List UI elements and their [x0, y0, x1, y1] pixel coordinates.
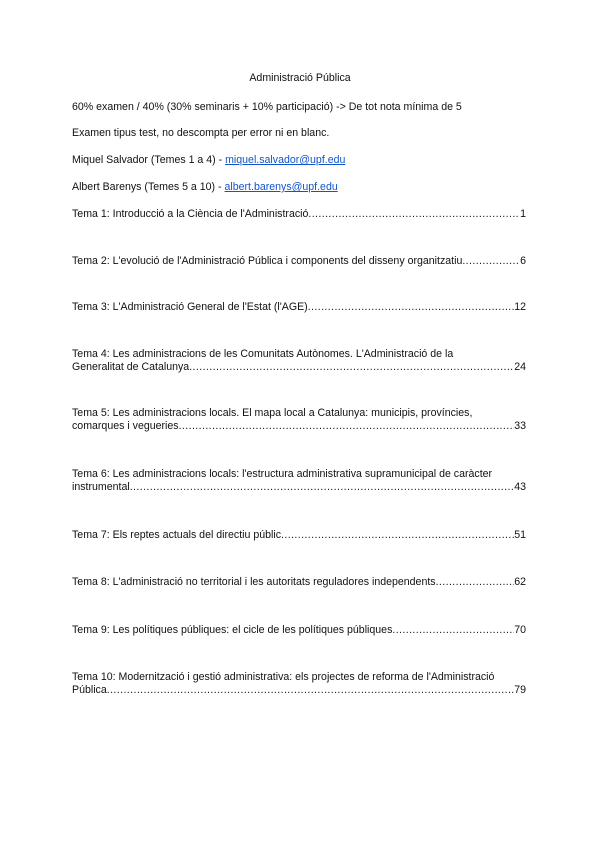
document-title: Administració Pública [249, 72, 351, 84]
toc-leader-dots [392, 624, 514, 637]
toc-entry-title-cont: comarques i vegueries [72, 419, 179, 432]
toc-entry-title: Tema 4: Les administracions de les Comunitats Autònomes. L'Administració de la [72, 348, 454, 360]
toc-leader-dots [436, 576, 515, 589]
toc-page-number: 24 [514, 360, 526, 373]
toc-page-number: 1 [520, 208, 526, 220]
toc-entry-title: Tema 8: L'administració no territorial i les autoritats reguladores independents [72, 576, 436, 588]
toc-page-number: 6 [520, 255, 526, 267]
toc-entry-title: Tema 5: Les administracions locals. El mapa local a Catalunya: municipis, províncies, [72, 407, 473, 419]
toc-leader-dots [308, 208, 520, 221]
toc-entry-title: Tema 3: L'Administració General de l'Estat (l'AGE) [72, 301, 308, 313]
toc-page-number: 43 [514, 480, 526, 493]
professor-email-link[interactable]: miquel.salvador@upf.edu [225, 154, 346, 166]
toc-entry-title-cont: Pública [72, 683, 107, 696]
professor-label: Albert Barenys (Temes 5 a 10) - [72, 181, 225, 193]
toc-page-number: 51 [514, 529, 526, 541]
toc-leader-dots [130, 481, 515, 494]
toc-page-number: 79 [514, 683, 526, 696]
toc-entry-title: Tema 1: Introducció a la Ciència de l'Administració [72, 208, 309, 220]
toc-entry-title: Tema 6: Les administracions locals: l'estructura administrativa supramunicipal de caràcter [72, 468, 493, 480]
toc-entry-title: Tema 9: Les polítiques públiques: el cicle de les polítiques públiques [72, 624, 393, 636]
toc-page-number: 62 [514, 576, 526, 588]
toc-entry[interactable] [72, 255, 526, 268]
toc-entry[interactable] [72, 529, 526, 542]
toc-leader-dots [308, 301, 515, 314]
grading-info: 60% examen / 40% (30% seminaris + 10% participació) -> De tot nota mínima de 5 [72, 101, 462, 113]
toc-entry-title: Tema 2: L'evolució de l'Administració Pública i components del disseny organitzatiu [72, 255, 463, 267]
professor-line [72, 154, 345, 166]
toc-leader-dots [107, 684, 514, 697]
toc-page-number: 33 [514, 419, 526, 432]
toc-entry-title-cont: instrumental [72, 480, 130, 493]
toc-entry[interactable] [72, 624, 526, 637]
toc-entry[interactable] [72, 407, 526, 432]
toc-page-number: 12 [514, 301, 526, 313]
professor-email-link[interactable]: albert.barenys@upf.edu [224, 181, 338, 193]
toc-entry[interactable] [72, 208, 526, 221]
toc-entry[interactable] [72, 468, 526, 493]
toc-leader-dots [281, 529, 514, 542]
toc-leader-dots [179, 420, 515, 433]
toc-entry[interactable] [72, 671, 526, 696]
toc-page-number: 70 [514, 624, 526, 636]
professor-label: Miquel Salvador (Temes 1 a 4) - [72, 154, 226, 166]
toc-entry[interactable] [72, 301, 526, 314]
toc-leader-dots [189, 361, 514, 374]
toc-entry[interactable] [72, 576, 526, 589]
toc-leader-dots [462, 255, 520, 268]
toc-entry-title: Tema 7: Els reptes actuals del directiu públic [72, 529, 282, 541]
toc-entry[interactable] [72, 348, 526, 373]
toc-entry-title: Tema 10: Modernització i gestió administrativa: els projectes de reforma de l'Administració [72, 671, 495, 683]
toc-entry-title-cont: Generalitat de Catalunya [72, 360, 190, 373]
exam-note: Examen tipus test, no descompta per error ni en blanc. [72, 127, 330, 139]
professor-line [72, 181, 338, 193]
